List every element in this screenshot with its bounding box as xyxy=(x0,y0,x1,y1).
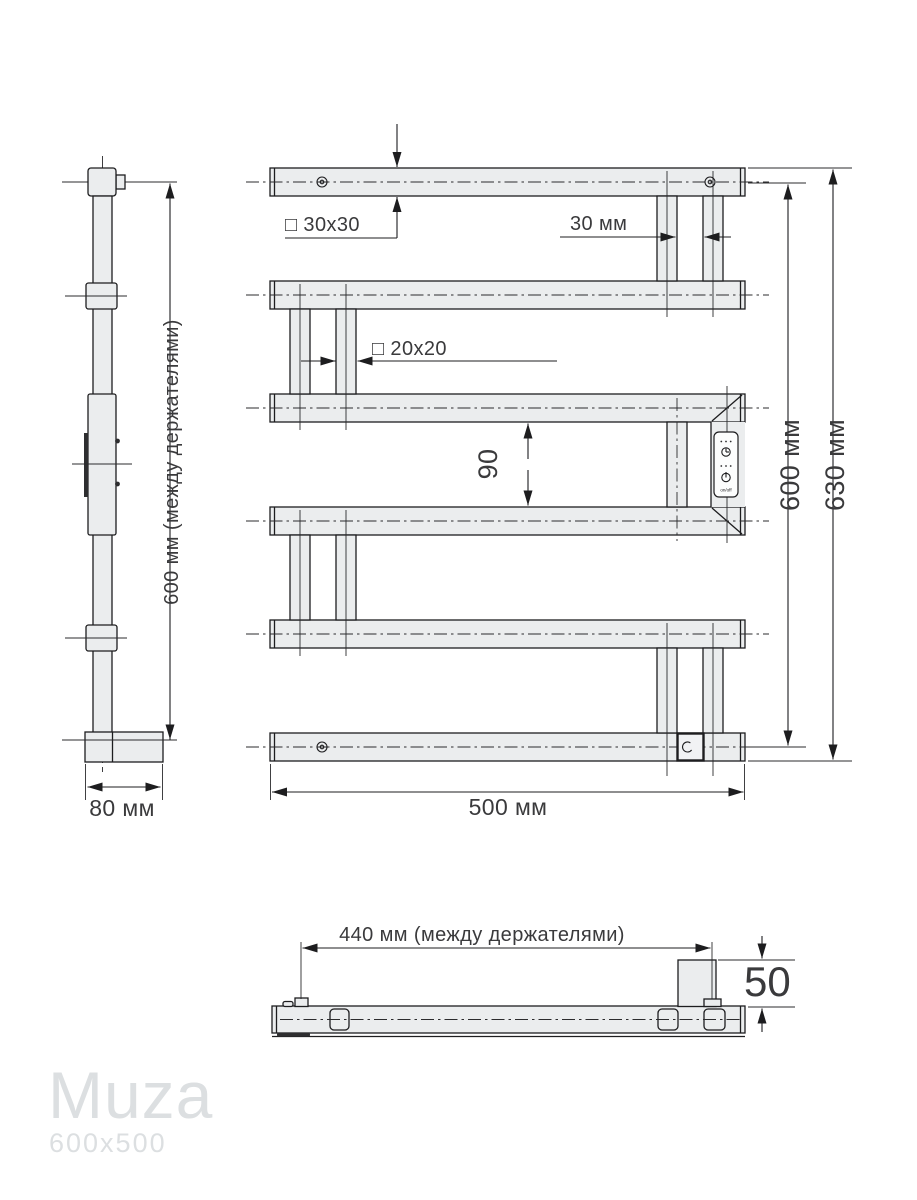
bleed-screw-top xyxy=(283,1002,293,1007)
dim-heights xyxy=(748,168,852,761)
heating-element-box xyxy=(678,734,704,761)
side-height-label: 600 мм (между держателями) xyxy=(161,319,183,605)
bar-profile-label: □ 30x30 xyxy=(285,214,360,236)
control-panel xyxy=(714,432,738,497)
wall-bracket-left xyxy=(295,998,308,1007)
dim-rung-gap xyxy=(473,424,528,506)
post-gap-label: 30 мм xyxy=(570,213,628,235)
product-size: 600x500 xyxy=(49,1128,167,1158)
product-name: Muza xyxy=(48,1058,214,1132)
width-label: 500 мм xyxy=(468,794,548,820)
side-depth-label: 80 мм xyxy=(89,795,155,821)
dim-bracket-span xyxy=(301,924,712,999)
side-column xyxy=(88,394,116,535)
dim-width xyxy=(271,764,745,820)
rung-gap-label: 90 xyxy=(473,448,503,480)
control-panel-top xyxy=(277,1033,310,1037)
control-panel-side xyxy=(84,433,89,497)
watermark xyxy=(48,1058,213,1158)
height-center-label: 600 мм xyxy=(775,418,805,512)
wall-bracket-right xyxy=(704,999,721,1007)
bracket-span-label: 440 мм (между держателями) xyxy=(339,924,625,946)
top-bar-side xyxy=(88,168,116,196)
onoff-label: on/off xyxy=(720,487,732,493)
front-view xyxy=(246,124,852,820)
top-view xyxy=(272,924,795,1037)
wall-bracket-tab xyxy=(116,175,125,189)
side-view xyxy=(62,156,183,821)
vertical-posts xyxy=(290,171,723,776)
bottom-bar-side xyxy=(85,732,163,762)
box-height-label: 50 xyxy=(744,958,791,1005)
rung-bars xyxy=(246,168,769,761)
post-profile-label: □ 20x20 xyxy=(372,338,447,360)
height-overall-label: 630 мм xyxy=(820,418,850,512)
